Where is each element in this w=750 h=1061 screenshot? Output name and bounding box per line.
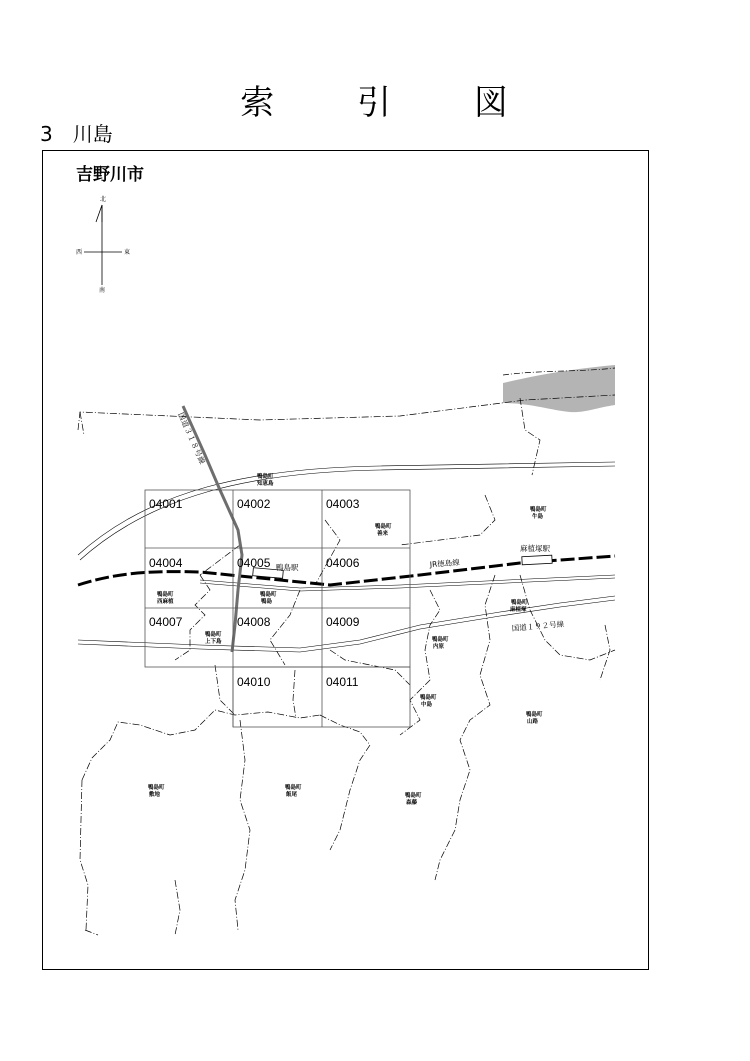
boundary-segment-c xyxy=(200,545,240,575)
place-town: 鴨島町 xyxy=(432,637,449,643)
boundary-segment-l xyxy=(293,670,296,718)
boundary-segment-b xyxy=(315,520,340,585)
grid-cell-04002[interactable]: 04002 xyxy=(237,497,271,511)
boundary-segment-a xyxy=(400,495,495,545)
boundary-south-west xyxy=(82,710,320,780)
compass-east: 東 xyxy=(124,249,131,256)
boundary-south-mid xyxy=(320,715,370,850)
place-area: 中島 xyxy=(421,702,433,708)
boundary-stub xyxy=(85,930,98,935)
compass-west: 西 xyxy=(76,249,83,256)
compass-south: 南 xyxy=(99,287,106,294)
north-arrow-icon xyxy=(96,205,102,222)
grid-cell-04003[interactable]: 04003 xyxy=(326,497,360,511)
place-town: 鴨島町 xyxy=(205,632,222,638)
route318-char: ３ xyxy=(182,425,194,437)
boundary-segment-f xyxy=(400,590,440,735)
oezuka-station-icon xyxy=(522,555,552,565)
compass-north: 北 xyxy=(100,196,107,203)
grid-cell-04007[interactable]: 04007 xyxy=(149,615,183,629)
place-area: 牛島 xyxy=(532,514,544,520)
title-char: 引 xyxy=(357,83,393,123)
place-area: 上下島 xyxy=(205,639,222,645)
place-town: 鴨島町 xyxy=(375,524,392,530)
boundary-segment-k xyxy=(215,665,235,715)
grid-cell-04006[interactable]: 04006 xyxy=(326,556,360,570)
boundary-segment-e xyxy=(270,590,300,665)
place-town: 鴨島町 xyxy=(511,600,528,606)
grid-cell-04005[interactable]: 04005 xyxy=(237,556,271,570)
boundary-west-edge xyxy=(80,780,88,930)
grid-cell-04010[interactable]: 04010 xyxy=(237,675,271,689)
place-town: 鴨島町 xyxy=(420,695,437,701)
route318-char: １ xyxy=(185,433,198,444)
kamojima-station-label: 鴨島駅 xyxy=(276,563,299,572)
place-area: 森藤 xyxy=(406,800,418,806)
place-area: 西麻植 xyxy=(157,599,174,605)
place-area: 麻植塚 xyxy=(510,607,527,613)
boundary-segment-g xyxy=(435,575,495,880)
place-town: 鴨島町 xyxy=(260,592,277,598)
boundary-south-b xyxy=(175,880,180,935)
boundary-south-a xyxy=(235,720,250,930)
route318-char: 線 xyxy=(195,455,207,466)
place-labels xyxy=(148,472,547,806)
place-town: 鴨島町 xyxy=(157,592,174,598)
boundary-lines xyxy=(78,395,615,935)
compass-rose xyxy=(84,205,122,285)
place-area: 善来 xyxy=(377,531,389,537)
city-name: 吉野川市 xyxy=(76,165,144,185)
place-town: 鴨島町 xyxy=(530,507,547,513)
route318-char: 道 xyxy=(179,418,191,429)
title-char: 索 xyxy=(240,83,277,123)
place-area: 内原 xyxy=(433,644,445,650)
title-char: 図 xyxy=(473,83,510,123)
place-area: 飯尾 xyxy=(286,792,298,798)
section-subtitle: 3 川島 xyxy=(40,122,113,146)
place-area: 敷地 xyxy=(149,792,161,798)
index-grid xyxy=(145,490,410,727)
route318-char: ８ xyxy=(189,440,201,451)
place-town: 鴨島町 xyxy=(526,712,543,718)
route318-char: 国 xyxy=(176,411,188,422)
place-area: 鴨島 xyxy=(261,599,273,605)
grid-cell-04011[interactable]: 04011 xyxy=(326,675,359,689)
grid-cell-04008[interactable]: 04008 xyxy=(237,615,271,629)
grid-cell-04001[interactable]: 04001 xyxy=(149,497,183,511)
place-town: 鴨島町 xyxy=(285,785,302,791)
grid-cell-04009[interactable]: 04009 xyxy=(326,615,360,629)
oezuka-station-label: 麻植塚駅 xyxy=(520,544,550,553)
route318-label xyxy=(176,411,208,466)
route318-char: 号 xyxy=(192,447,204,459)
place-town: 鴨島町 xyxy=(148,785,165,791)
place-area: 山路 xyxy=(527,719,539,725)
boundary-segment-h xyxy=(520,575,615,660)
place-area: 知恵島 xyxy=(257,481,274,487)
route192-label: 国道１９２号線 xyxy=(511,619,565,633)
place-town: 鴨島町 xyxy=(257,474,274,480)
place-town: 鴨島町 xyxy=(405,793,422,799)
boundary-west-stub xyxy=(80,412,84,435)
grid-cell-04004[interactable]: 04004 xyxy=(149,556,183,570)
river-area xyxy=(503,365,615,412)
jr-line-label: JR徳島線 xyxy=(429,557,461,569)
